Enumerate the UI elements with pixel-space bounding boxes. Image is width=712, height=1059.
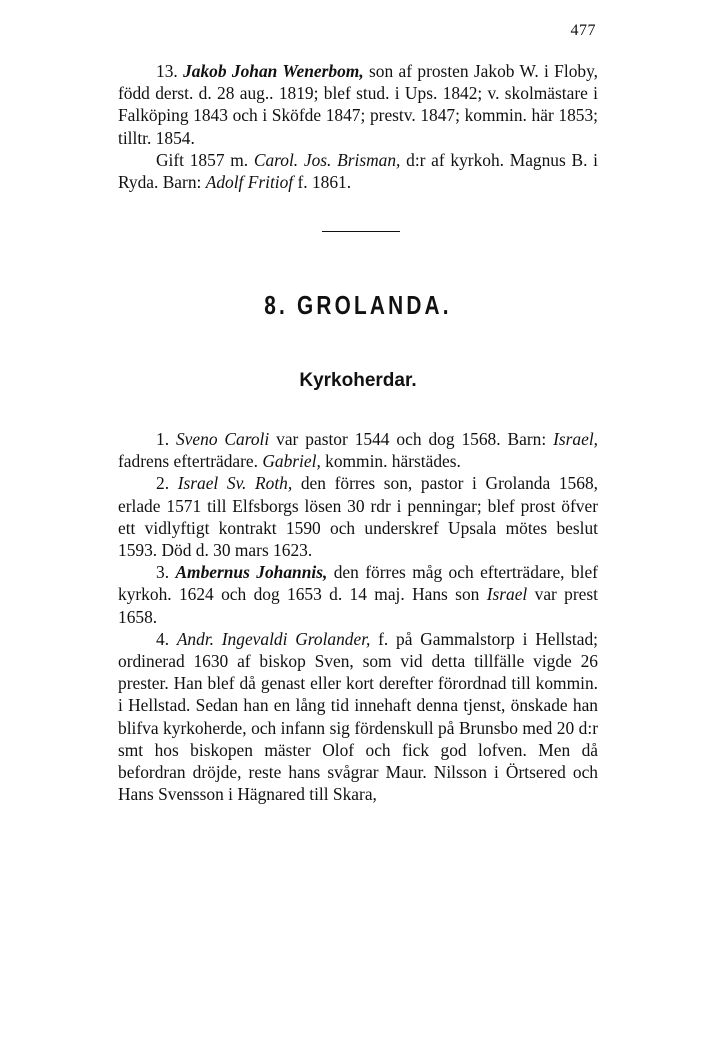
entry-text: kommin. härstädes.	[320, 451, 461, 472]
entry-text: den förres måg och efterträdare, blef kyrkoh. 1624 och dog 1653 d. 14 maj. Hans son	[118, 562, 598, 605]
entry-number: 2.	[156, 473, 170, 494]
entry-number: 1.	[156, 429, 170, 449]
entry-text: var prest 1658.	[118, 584, 598, 627]
section-body	[118, 428, 598, 805]
person-name: Israel Sv. Roth,	[177, 473, 293, 494]
entry-text: var pastor 1544 och dog 1568. Barn:	[269, 429, 554, 449]
previous-section-text	[118, 60, 598, 193]
section-divider	[322, 231, 400, 232]
entry-text: f. på Gammalstorp i Hellstad; ordinerad 1630 af biskop Sven, som vid detta tillfälle vigde 26 prester. Han blef då genast eller kort derefter förordnad till kommin. i Hellstad. Sedan han en lång tid innehaft denna tjenst, önskade han blifva kyrkoherde, och infann sig fördenskull på Brunsbo med 20 d:r smt hos biskopen mäster Olof och fick god lofven. Men då befordran dröjde, reste hans svågrar Maur. Nilsson i Örtsered och Hans Svensson i Hägnared till Skara,	[118, 628, 598, 805]
entry-text: Gift 1857 m.	[156, 149, 254, 170]
section-heading: 8. GROLANDA.	[264, 290, 452, 320]
entry-text: son af prosten Jakob W. i Floby, född derst. d. 28 aug.. 1819; blef stud. i Ups. 1842; v. skolmästare i Falköping 1843 och i Sköfde 1847; prestv. 1847; kommin. här 1853; tilltr. 1854.	[118, 61, 598, 148]
entry-text: fadrens efterträdare.	[118, 451, 263, 472]
page-number: 477	[570, 22, 596, 39]
entry-1	[118, 428, 598, 472]
entry-13	[118, 60, 598, 149]
entry-number: 13.	[156, 61, 178, 81]
entry-number: 3.	[156, 562, 170, 583]
entry-number: 4.	[156, 628, 170, 649]
entry-2	[118, 472, 598, 561]
entry-13-continuation	[118, 149, 598, 193]
child-name: Adolf Fritiof	[205, 172, 294, 193]
entry-3	[118, 561, 598, 628]
entry-text: d:r af kyrkoh. Magnus B. i Ryda. Barn:	[118, 149, 598, 193]
child-name: Israel,	[553, 429, 598, 449]
child-name: Gabriel,	[262, 451, 321, 472]
entry-text: f. 1861.	[293, 172, 352, 193]
person-name: Jakob Johan Wenerbom,	[183, 61, 364, 81]
entry-text: den förres son, pastor i Grolanda 1568, erlade 1571 till Elfsborgs lösen 30 rdr i penningar; blef prost öfver ett vidlyftigt kontrakt 1590 och underskref Upsala mötes beslut 1593. Död d. 30 mars 1623.	[118, 473, 598, 561]
section-subheading: Kyrkoherdar.	[299, 370, 417, 391]
person-name: Sveno Caroli	[175, 429, 270, 449]
entry-4	[118, 628, 598, 806]
person-name: Ambernus Johannis,	[175, 562, 328, 583]
child-name: Israel	[486, 584, 528, 605]
person-name: Andr. Ingevaldi Grolander,	[176, 628, 371, 649]
spouse-name: Carol. Jos. Brisman,	[253, 149, 401, 170]
